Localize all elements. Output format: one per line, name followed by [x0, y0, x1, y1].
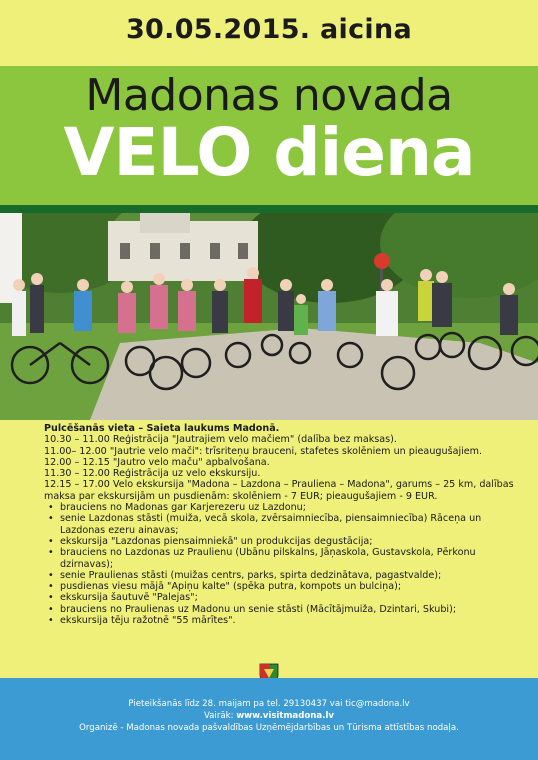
registration-info: Pieteikšanās līdz 28. maijam pa tel. 29130437 vai tic@madona.lv [128, 699, 410, 709]
schedule-item: 12.00 – 12.15 "Jautro velo maču" apbalvošana. [44, 456, 270, 468]
event-date: 30.05.2015. aicina [125, 14, 413, 45]
excursion-description: 12.15 – 17.00 Velo ekskursija "Madona – Lazdona – Prauliena – Madona", garums – 25 km, dalības maksa par ekskursijām un pusdienām: skolēniem - 7 EUR; pieaugušajiem - 9 EUR. [44, 479, 514, 502]
list-item: • pusdienas viesu mājā "Apiņu kalte" (spēka putra, kompots un bulciņa); [44, 581, 514, 592]
more-label: Vairāk: [203, 711, 234, 721]
schedule-item: 11.30 – 12.00 Reģistrācija uz velo ekskursiju. [44, 468, 261, 480]
list-item: • ekskursija "Lazdonas piensaimniekā" un produkcijas degustācija; [44, 536, 514, 547]
organizer-info: Organizē - Madonas novada pašvaldības Uzņēmējdarbības un Tūrisma attīstības nodaļa. [79, 723, 459, 733]
list-item: • brauciens no Praulienas uz Madonu un senie stāsti (Mācītājmuiža, Dzintari, Skubi); [44, 604, 514, 615]
title-line1: Madonas novada [85, 70, 453, 121]
list-item: • ekskursija tēju ražotnē "55 mārītes". [44, 615, 514, 626]
list-item: • brauciens no Lazdonas uz Praulienu (Ubānu pilskalns, Jāņaskola, Gustavskola, Pērkonu dzirnavas); [44, 547, 514, 570]
list-item: • senie Lazdonas stāsti (muiža, vecā skola, zvērsaimniecība, piensaimniecība) Rāceņa un Lazdonas ezeru ainavas; [44, 513, 514, 536]
schedule-item: 10.30 – 11.00 Reģistrācija "Jautrajiem velo mačiem" (dalība bez maksas). [44, 434, 397, 446]
excursion-list [44, 502, 514, 626]
schedule-item: 11.00– 12.00 "Jautrie velo mači": trīsriteņu brauceni, stafetes skolēniem un pieaugušajiem. [44, 445, 483, 457]
title-divider [0, 205, 538, 213]
list-item: • ekskursija šautuvē "Palejas"; [44, 592, 514, 603]
title-line2: VELO diena [63, 114, 475, 191]
list-item: • brauciens no Madonas gar Karjerezeru uz Lazdonu; [44, 502, 514, 513]
list-item: • senie Praulienas stāsti (muižas centrs, parks, spirta dedzinātava, pagastvalde); [44, 570, 514, 581]
more-info [0, 711, 538, 721]
website-link[interactable]: www.visitmadona.lv [236, 711, 335, 721]
cyclists-photo [0, 213, 538, 420]
event-info [44, 423, 514, 626]
footer [0, 678, 538, 760]
cyclists-photo-illustration [0, 213, 538, 420]
meeting-place: Pulcēšanās vieta – Saieta laukums Madonā. [44, 423, 280, 434]
